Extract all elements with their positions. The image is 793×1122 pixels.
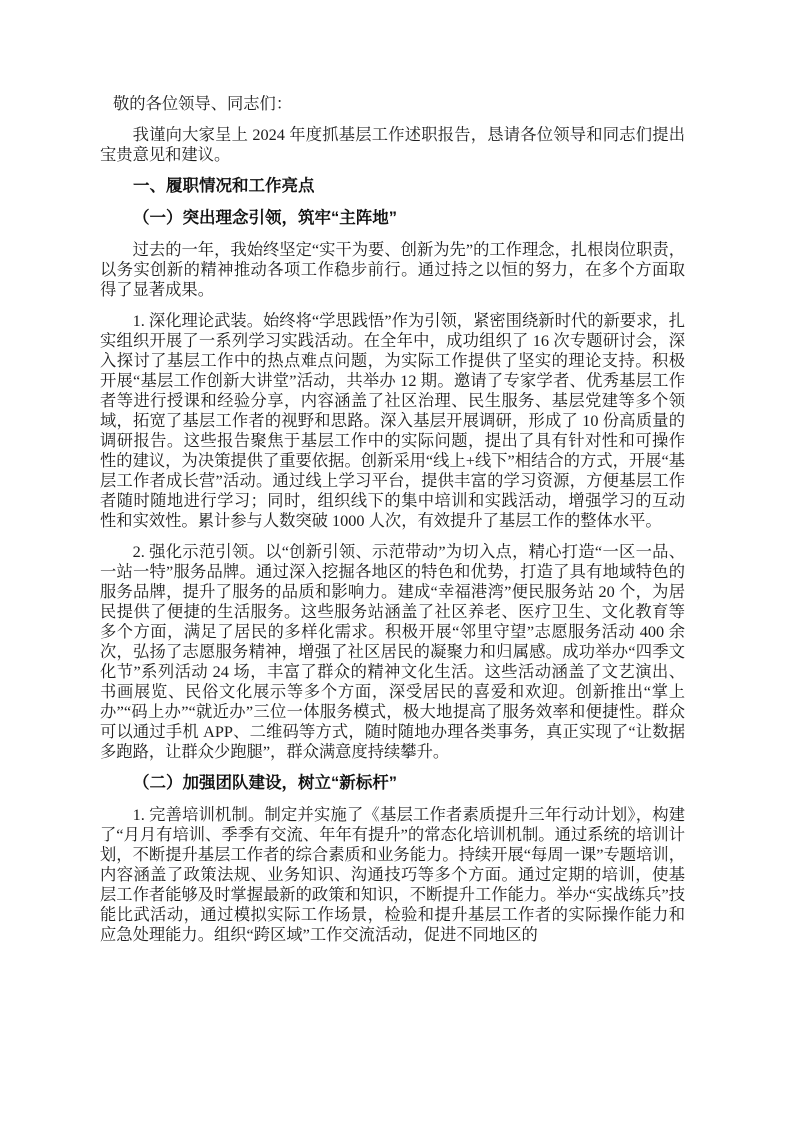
section-heading-performance-highlights: 一、履职情况和工作亮点: [133, 177, 315, 195]
document-text-area: [100, 94, 685, 956]
subsection-heading-concept-leading: （一）突出理念引领，筑牢“主阵地”: [133, 209, 397, 227]
paragraph-year-overview: 过去的一年，我始终坚定“实干为要、创新为先”的工作理念，扎根岗位职责，以务实创新的精神推动各项工作稳步前行。通过持之以恒的努力，在多个方面取得了显著成果。: [100, 240, 685, 299]
paragraph-training-mechanism: 1. 完善培训机制。制定并实施了《基层工作者素质提升三年行动计划》，构建了“月月有培训、季季有交流、年年有提升”的常态化培训机制。通过系统的培训计划，不断提升基层工作者的综合素质和业务能力。持续开展“每周一课”专题培训，内容涵盖了政策法规、业务知识、沟通技巧等多个方面。通过定期的培训，使基层工作者能够及时掌握最新的政策和知识，不断提升工作能力。举办“实战练兵”技能比武活动，通过模拟实际工作场景，检验和提升基层工作者的实际操作能力和应急处理能力。组织“跨区域”工作交流活动，促进不同地区的: [100, 805, 685, 944]
opening-paragraph: 我谨向大家呈上 2024 年度抓基层工作述职报告，恳请各位领导和同志们提出宝贵意见和建议。: [100, 125, 685, 164]
paragraph-theory-arming: 1. 深化理论武装。始终将“学思践悟”作为引领，紧密围绕新时代的新要求，扎实组织开展了一系列学习实践活动。在全年中，成功组织了 16 次专题研讨会，深入探讨了基层工作中的热点难点问题，为实际工作提供了坚实的理论支持。积极开展“基层工作创新大讲堂”活动，共举办 12 期。邀请了专家学者、优秀基层工作者等进行授课和经验分享，内容涵盖了社区治理、民生服务、基层党建等多个领域，拓宽了基层工作者的视野和思路。深入基层开展调研，形成了 10 份高质量的调研报告。这些报告聚焦于基层工作中的实际问题，提出了具有针对性和可操作性的建议，为决策提供了重要依据。创新采用“线上+线下”相结合的方式，开展“基层工作者成长营”活动。通过线上学习平台，提供丰富的学习资源，方便基层工作者随时随地进行学习；同时，组织线下的集中培训和实践活动，增强学习的互动性和实效性。累计参与人数突破 1000 人次，有效提升了基层工作的整体水平。: [100, 311, 685, 530]
salutation-line: 敬的各位领导、同志们：: [113, 94, 293, 113]
subsection-heading-team-building: （二）加强团队建设，树立“新标杆”: [133, 774, 397, 792]
paragraph-demonstration-leading: 2. 强化示范引领。以“创新引领、示范带动”为切入点，精心打造“一区一品、一站一特”服务品牌。通过深入挖掘各地区的特色和优势，打造了具有地域特色的服务品牌，提升了服务的品质和影响力。建成“幸福港湾”便民服务站 20 个，为居民提供了便捷的生活服务。这些服务站涵盖了社区养老、医疗卫生、文化教育等多个方面，满足了居民的多样化需求。积极开展“邻里守望”志愿服务活动 400 余次，弘扬了志愿服务精神，增强了社区居民的凝聚力和归属感。成功举办“四季文化节”系列活动 24 场，丰富了群众的精神文化生活。这些活动涵盖了文艺演出、书画展览、民俗文化展示等多个方面，深受居民的喜爱和欢迎。创新推出“掌上办”“码上办”“就近办”三位一体服务模式，极大地提高了服务效率和便捷性。群众可以通过手机 APP、二维码等方式，随时随地办理各类事务，真正实现了“让数据多跑路，让群众少跑腿”，群众满意度持续攀升。: [100, 542, 685, 761]
